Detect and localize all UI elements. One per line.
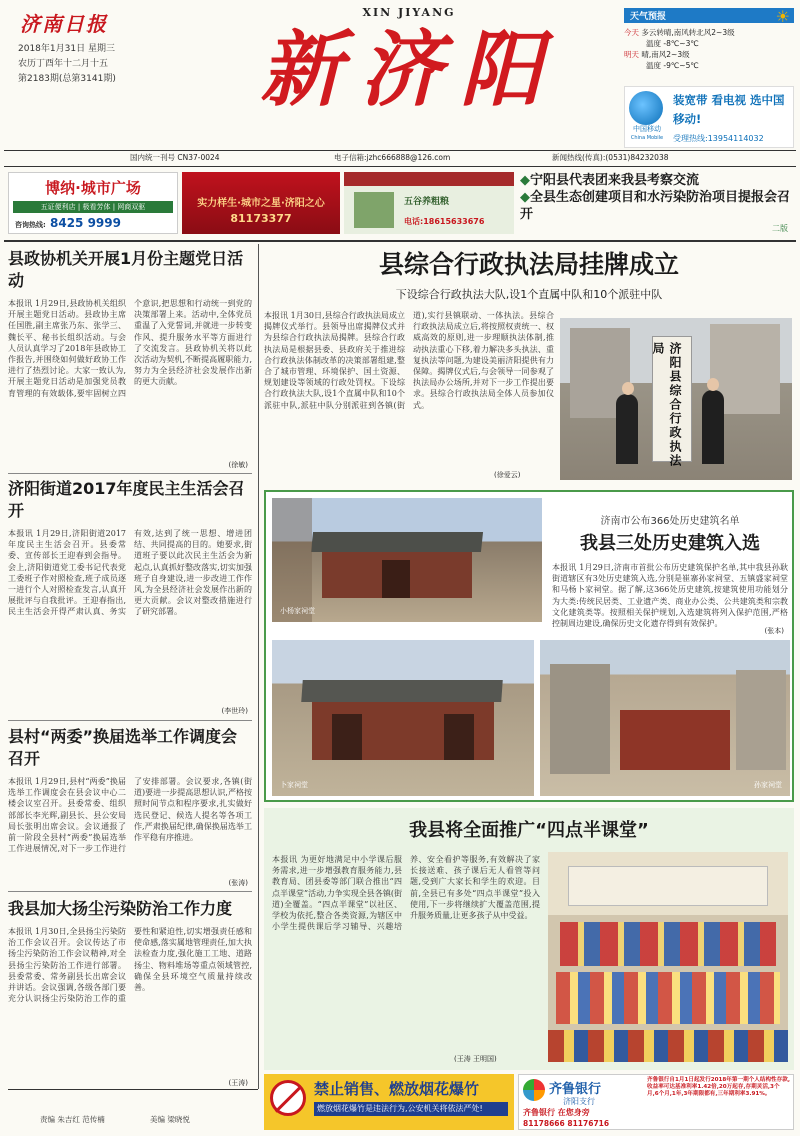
- grain-product-image: [354, 192, 394, 228]
- ad2-phone: 81173377: [230, 212, 292, 225]
- weather-panel: [624, 8, 794, 82]
- mobile-brand: 中国移动: [633, 125, 661, 133]
- ad3-text: 五谷养粗粮: [404, 197, 450, 207]
- article-title: 我县加大扬尘污染防治工作力度: [8, 899, 233, 918]
- classroom-title: 我县将全面推广“四点半课堂”: [409, 820, 649, 841]
- today-temp: 温度 -8℃~3℃: [646, 39, 699, 48]
- left-article-3: [8, 726, 252, 888]
- classroom-body: 本报讯 为更好地满足中小学课后服务需求,进一步增强教育服务能力,县教育局、团县委等部门联合推出“四点半课堂”活动,力争实现全县各镇(街道)全覆盖。“四点半课堂”以社区、学校为依托,整合各类资源,为辖区中小学生提供课后学习辅导、兴趣培养、安全看护等服务,有效解决了家长接送难、孩子课后无人看管等问题,受到广大家长和学生的欢迎。目前,全县已有多处“四点半课堂”投入使用,下一步将继续扩大覆盖范围,提升服务质量,让更多孩子从中受益。: [272, 855, 540, 932]
- bank-slogan: 齐鲁银行 在您身旁: [523, 1108, 590, 1117]
- article-title: 县政协机关开展1月份主题党日活动: [8, 249, 244, 290]
- article-body: 本报讯 1月30日,全县扬尘污染防治工作会议召开。会议传达了市扬尘污染防治工作会议精神,对全县扬尘污染防治工作进行部署。县委常委、常务副县长出席会议并讲话。会议强调,各级各部门要充分认识扬尘污染防治工作的重要性和紧迫性,切实增强责任感和使命感,落实属地管理责任,加大执法检查力度,强化施工工地、道路扬尘、物料堆场等重点领域管控,确保全县环境空气质量持续改善。: [8, 927, 252, 1004]
- imprint-code: 国内统一刊号 CN37-0024: [130, 153, 220, 162]
- lead-sign-text: 济阳县综合行政执法局: [651, 342, 682, 468]
- issue-number: 第2183期(总第3141期): [18, 74, 116, 84]
- photo-caption: 小杨家祠堂: [280, 607, 315, 615]
- lead-subtitle: 下设综合行政执法大队,设1个直属中队和10个派驻中队: [395, 288, 663, 301]
- lunar-date: 农历丁酉年十二月十五: [18, 59, 109, 69]
- date-block: [18, 42, 188, 87]
- china-mobile-logo: [629, 91, 663, 125]
- heritage-article: [264, 490, 794, 802]
- city-star-ad: [182, 172, 340, 234]
- article-byline: (张涛): [228, 879, 248, 887]
- no-fireworks-icon: [270, 1080, 306, 1116]
- tomorrow-temp: 温度 -9℃~5℃: [646, 61, 699, 70]
- article-byline: (李世玲): [221, 707, 248, 715]
- lead-body: 本报讯 1月30日,县综合行政执法局成立揭牌仪式举行。县领导出席揭牌仪式并为县综合行政执法局揭牌。县综合行政执法局是根据县委、县政府关于推进综合行政执法体制改革的决策部署组建,整合了城市管理、环境保护、国土资源、规划建设等领域的行政处罚权。下设综合行政执法大队,设1个直属中队和10个派驻中队,派驻中队分别派驻到各镇(街道),实行县镇联动、一体执法。县综合行政执法局成立后,将按照权责统一、权威高效的原则,进一步理顺执法体制,推动执法重心下移,着力解决多头执法、重复执法等问题,为建设美丽济阳提供有力保障。揭牌仪式后,与会领导一同参观了执法局办公场所,并对下一步工作提出要求。县综合行政执法局全体人员参加仪式。: [264, 311, 554, 410]
- bullet-icon: ◆: [520, 190, 530, 205]
- ad1-phone: 8425 9999: [50, 216, 121, 230]
- qilu-bank-ad: [518, 1074, 794, 1130]
- classroom-article: [264, 808, 794, 1070]
- lead-byline: (徐爱云): [494, 471, 521, 479]
- column-divider: [258, 244, 259, 1089]
- bullet-icon: ◆: [520, 173, 530, 188]
- article-body: 本报讯 1月29日,济阳街道2017年度民主生活会召开。县委常委、宣传部长王迎春到会指导。会上,济阳街道党工委书记代表党工委班子作对照检查,班子成员逐一进行个人对照检查发言,认真开展批评与自我批评。王迎春指出,民主生活会开得严肃认真、务实有效,达到了统一思想、增进团结、共同提高的目的。她要求,街道班子要以此次民主生活会为新起点,认真抓好整改落实,切实加强班子自身建设,进一步改进工作作风,为全县经济社会发展作出新的更大贡献。会议对整改措施进行了研究部署。: [8, 529, 252, 617]
- fireworks-line: 燃放烟花爆竹是违法行为,公安机关将依法严处!: [314, 1102, 508, 1116]
- article-body: 本报讯 1月29日,县政协机关组织开展主题党日活动。县政协主席任国胜,副主席张乃东、张学三、魏长平、秘书长组织活动。与会人员认真学习了2018年县政协工作报告,并围绕如何做好政协工作进行了热烈讨论。大家一致认为,开展主题党日活动是加强党员教育管理的有效载体,要牢固树立四个意识,把思想和行动统一到党的决策部署上来。活动中,全体党员重温了入党誓词,并就进一步转变作风、提升服务水平等方面进行了交流发言。县政协机关将以此次活动为契机,不断提高履职能力,努力为全县经济社会发展作出新的更大贡献。: [8, 299, 252, 398]
- article-byline: (王涛): [228, 1079, 248, 1087]
- ad1-phone-label: 咨询热线:: [15, 221, 46, 229]
- page-ref: 二版: [772, 224, 788, 233]
- top-headline-1: ◆宁阳县代表团来我县考察交流: [520, 173, 700, 188]
- imprint-bar: [4, 152, 796, 164]
- photo-yang-ancestral-hall: [272, 498, 542, 622]
- article-title: 县村“两委”换届选举工作调度会召开: [8, 727, 238, 768]
- article-body: 本报讯 1月29日,县村“两委”换届选举工作调度会在县会议中心二楼会议室召开。县委常委、组织部部长李光辉,副县长、县公安局局长张明出席会议。会议通报了前一阶段全县村“两委”换届选举工作进展情况,对下一步工作进行了安排部署。会议要求,各镇(街道)要进一步提高思想认识,严格按照时间节点和程序要求,扎实做好选民登记、候选人提名等各项工作,严肃换届纪律,确保换届选举工作平稳有序推进。: [8, 777, 252, 854]
- bank-name: 齐鲁银行: [549, 1082, 602, 1097]
- heritage-title: 我县三处历史建筑入选: [580, 533, 760, 554]
- weather-title: 天气预报: [624, 8, 794, 23]
- fireworks-title: 禁止销售、燃放烟花爆竹: [314, 1080, 480, 1098]
- bona-plaza-ad: [8, 172, 178, 234]
- mobile-brand-en: China Mobile: [630, 135, 664, 141]
- lead-photo: [560, 318, 792, 480]
- bank-phone: 81178666 81176716: [523, 1119, 610, 1128]
- photo-sun-ancestral-hall: [540, 640, 790, 796]
- heritage-body: 本报讯 1月29日,济南市首批公布历史建筑保护名单,其中我县孙耿街道辖区有3处历史建筑入选,分别是崔寨孙家祠堂、五镇盛家祠堂和马杨卜家祠堂。据了解,这366处历史建筑,按建筑使用功能划分为大类:传统民居类、工业遗产类、商业办公类、公共建筑类和宗教文化建筑类等。按照相关保护规划,入选建筑将列入保护范围,严格控制周边建设,确保历史文化遗存得到有效保护。: [552, 563, 788, 629]
- bank-branch: 济阳支行: [563, 1097, 595, 1106]
- designer-credit: 美编 梁晓悦: [150, 1115, 190, 1124]
- top-headlines: [520, 172, 792, 234]
- today-label: 今天: [624, 28, 639, 37]
- left-article-4: [8, 898, 252, 1088]
- heritage-kicker: 济南市公布366处历史建筑名单: [600, 516, 740, 527]
- fireworks-ad: [264, 1074, 514, 1130]
- person-figure: [616, 394, 638, 464]
- grain-ad: [344, 172, 514, 234]
- paper-name: 济南日报: [20, 12, 108, 36]
- imprint-email: 电子信箱:jzhc666888@126.com: [334, 153, 451, 162]
- pinyin-title: XIN JIYANG: [362, 6, 456, 19]
- top-headline-2: ◆全县生态创建项目和水污染防治项目提报会召开: [520, 190, 791, 222]
- china-mobile-ad: [624, 86, 794, 148]
- classroom-byline: (王涛 王明国): [454, 1055, 497, 1063]
- editor-credit: 责编 朱吉红 范传楠: [40, 1115, 105, 1124]
- mobile-hotline: 受理热线:13954114032: [673, 134, 764, 143]
- lead-article: [264, 248, 794, 484]
- today-condition: 多云转晴,南风转北风2~3级: [641, 28, 735, 37]
- photo-caption: 卜家祠堂: [280, 781, 308, 789]
- ad3-phone: 电话:18615633676: [404, 217, 485, 226]
- photo-bu-ancestral-hall: [272, 640, 534, 796]
- lead-title: 县综合行政执法局挂牌成立: [378, 250, 679, 279]
- photo-caption: 孙家祠堂: [754, 781, 782, 789]
- ad2-slogan: 实力样生·城市之星·济阳之心: [197, 198, 325, 209]
- tomorrow-condition: 晴,南风2~3级: [641, 50, 690, 59]
- left-article-2: [8, 478, 252, 716]
- left-article-1: [8, 248, 252, 470]
- person-figure: [702, 390, 724, 464]
- imprint-hotline: 新闻热线(传真):(0531)84232038: [552, 153, 669, 162]
- qilu-bank-logo: [523, 1079, 545, 1101]
- article-title: 济阳街道2017年度民主生活会召开: [8, 479, 245, 520]
- classroom-photo: [548, 852, 788, 1062]
- masthead-title: 新济阳: [260, 22, 560, 118]
- article-byline: (徐敏): [228, 461, 248, 469]
- heritage-byline: (张本): [764, 627, 784, 635]
- date: 2018年1月31日 星期三: [18, 44, 115, 54]
- bank-text: 齐鲁银行自1月1日起发行2018年第一期个人结构性存款,收益率可达基准利率1.42倍,20万起存,存期灵活,3个月,6个月,1年,3年期限都有,三年期利率3.91%。: [647, 1077, 790, 1097]
- ad1-tags: 五证便利店 | 极看芳体 | 网商双驱: [13, 201, 173, 213]
- ad1-title: 博纳·城市广场: [45, 179, 141, 197]
- mobile-line: 装宽带 看电视 选中国移动!: [673, 93, 785, 126]
- tomorrow-label: 明天: [624, 50, 639, 59]
- sun-cloud-icon: ☀: [775, 7, 790, 26]
